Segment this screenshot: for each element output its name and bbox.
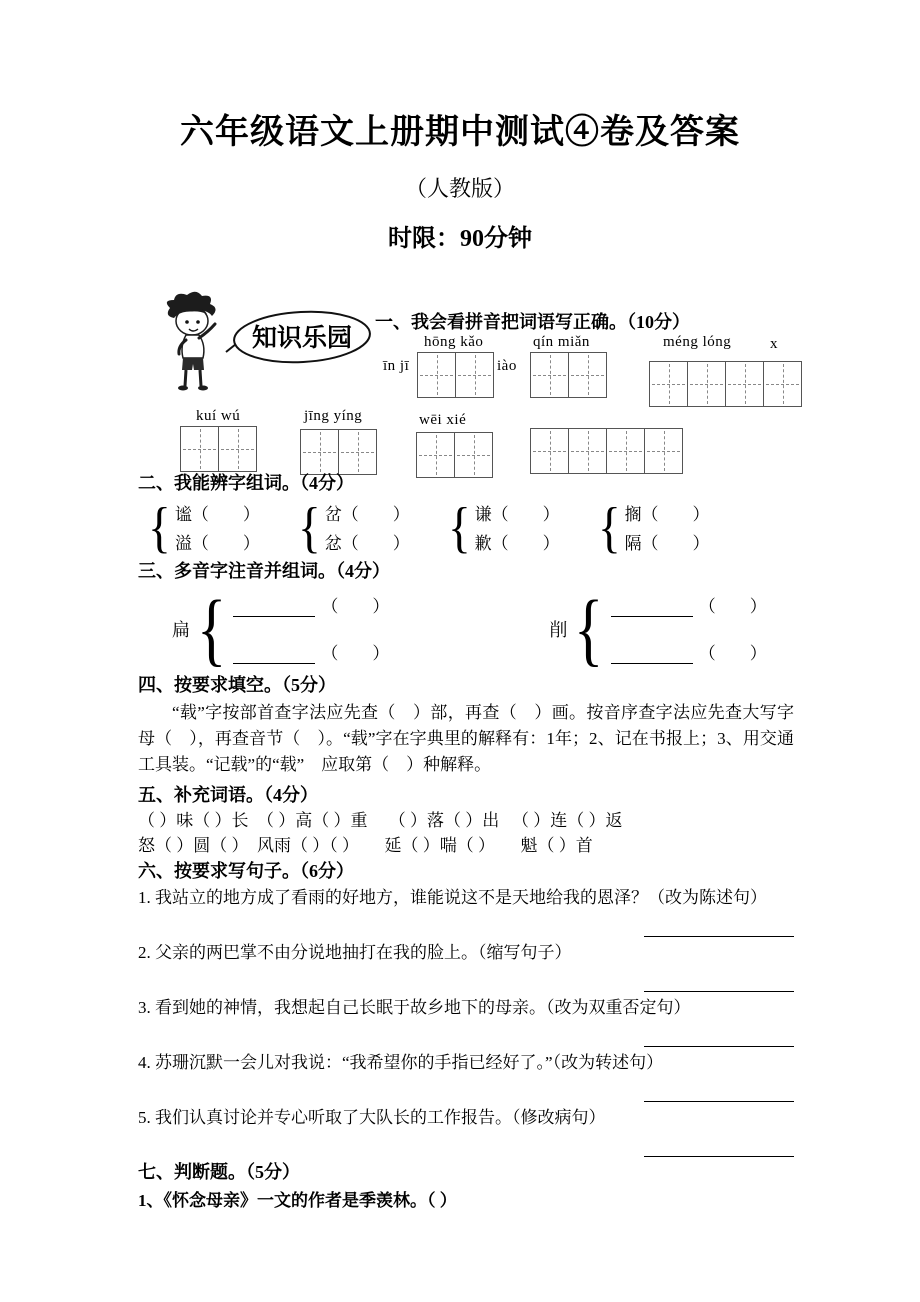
polyphone-char: 扁 [172,619,190,640]
char-pair-group [296,497,410,560]
tianzige-cell [569,352,607,398]
judgement-item: 1、《怀念母亲》一文的作者是季羡林。（ ） [138,1190,457,1210]
section7-heading: 七、判断题。（5分） [138,1161,300,1182]
pair-bottom-word: 歉（ ） [474,534,560,553]
edition-subtitle: （人教版） [404,176,515,201]
fill-blank-paragraph: “载”字按部首查字法应先查（ ）部，再查（ ）画。按音序查字法应先查大写字母（ ），再查音节（ ）。“载”字在字典里的解释有：1年；2、记在书报上；3、用交通工具装。“记载”的“载” 应取第（ ）种解释。 [138,702,794,774]
pair-bottom-word: 溢（ ） [174,534,260,553]
polyphone-group [172,583,390,674]
tianzige-cell [764,361,802,407]
tianzige-cell [418,352,456,398]
answer-blank-line [233,594,315,617]
time-limit: 时限：90分钟 [388,226,532,252]
bubble-text: 知识乐园 [251,325,353,352]
paren-blank: （ ） [321,643,390,663]
pair-bottom-word: 忿（ ） [324,534,410,553]
section5-heading: 五、补充词语。（4分） [138,784,318,805]
char-pair-group [146,497,260,560]
paren-blank: （ ） [698,643,767,663]
section6-heading: 六、按要求写句子。（6分） [138,860,354,881]
brace-icon: { [297,497,321,560]
brace-icon: { [196,583,227,674]
pair-bottom-word: 隔（ ） [624,534,710,553]
sentence-question-item [138,884,794,937]
tianzige-cell [531,428,569,474]
tianzige-cell [688,361,726,407]
tianzige-cell [645,428,683,474]
polyphone-answer-row [233,641,389,664]
tianzige-cell [301,429,339,475]
writing-grid-qin-mian [530,352,607,398]
polyphone-answer-row [611,594,767,617]
section1-heading: 一、我会看拼音把词语写正确。（10分） [375,312,690,332]
pinyin-label-meng-long: méng lóng [663,334,732,350]
pinyin-label-jing-ying: jīng yíng [304,408,363,424]
pair-top-word: 搁（ ） [624,505,710,524]
answer-blank-line [611,641,693,664]
answer-line [644,911,794,937]
question-text: 5. 我们认真讨论并专心听取了大队长的工作报告。（修改病句） [138,1107,606,1127]
sentence-question-item [138,939,794,992]
pinyin-label-fragment-iao: iào [497,358,517,374]
writing-grid-meng-long [649,361,802,407]
pinyin-label-fragment-x: x [770,336,778,352]
pinyin-label-hong-kao: hōng kǎo [424,334,484,350]
answer-line [644,1021,794,1047]
sentence-question-item [138,994,794,1047]
writing-grid-hong-kao [417,352,494,398]
tianzige-cell [181,426,219,472]
polyphone-answer-row [611,641,767,664]
tianzige-cell [456,352,494,398]
tianzige-cell [607,428,645,474]
pinyin-label-qin-mian: qín miǎn [533,334,590,350]
tianzige-cell [219,426,257,472]
question-text: 4. 苏珊沉默一会儿对我说：“我希望你的手指已经好了。”（改为转述句） [138,1052,664,1072]
tianzige-cell [339,429,377,475]
sentence-question-item [138,1104,794,1157]
answer-blank-line [611,594,693,617]
char-pair-group [596,497,710,560]
tianzige-cell [531,352,569,398]
answer-line [644,966,794,992]
question-text: 1. 我站立的地方成了看雨的好地方，谁能说这不是天地给我的恩泽？（改为陈述句） [138,887,767,907]
brace-icon: { [574,583,604,674]
char-pair-group [446,497,560,560]
polyphone-group [549,583,767,674]
brace-icon: { [597,497,621,560]
question-text: 3. 看到她的神情，我想起自己长眠于故乡地下的母亲。（改为双重否定句） [138,997,691,1017]
page-title: 六年级语文上册期中测试④卷及答案 [180,114,740,151]
idiom-line-2: 怒（ ）圆（ ） 风雨（ ）（ ） 延（ ）喘（ ） 魁（ ）首 [138,835,593,855]
idiom-line-1: （ ）味（ ）长 （ ）高（ ）重 （ ）落（ ）出 （ ）连（ ）返 [138,810,623,830]
writing-grid-extra [530,428,683,474]
paren-blank: （ ） [321,596,390,616]
brace-icon: { [148,497,171,560]
brace-icon: { [447,497,471,560]
answer-line [644,1131,794,1157]
pinyin-label-wei-xie: wēi xié [419,412,467,428]
pair-top-word: 谧（ ） [174,505,260,524]
section2-groups [146,497,794,560]
polyphone-answer-row [233,594,389,617]
writing-grid-jing-ying [300,429,377,475]
paren-blank: （ ） [698,596,767,616]
writing-grid-kui-wu [180,426,257,472]
question-text: 2. 父亲的两巴掌不由分说地抽打在我的脸上。（缩写句子） [138,942,572,962]
speech-bubble [222,306,374,370]
tianzige-cell [726,361,764,407]
tianzige-cell [650,361,688,407]
tianzige-cell [569,428,607,474]
pair-top-word: 谦（ ） [474,505,560,524]
polyphone-char: 削 [549,619,568,640]
section3-groups [172,583,794,674]
pinyin-label-kui-wu: kuí wú [196,408,241,424]
section2-heading: 二、我能辨字组词。（4分） [138,473,354,493]
pinyin-label-fragment-in-ji: īn jī [383,358,410,374]
answer-line [644,1076,794,1102]
sentence-question-item [138,1049,794,1102]
section3-heading: 三、多音字注音并组词。（4分） [138,561,390,581]
section4-heading: 四、按要求填空。（5分） [138,674,336,695]
exam-body [138,470,794,1214]
pair-top-word: 岔（ ） [324,505,410,524]
answer-blank-line [233,641,315,664]
